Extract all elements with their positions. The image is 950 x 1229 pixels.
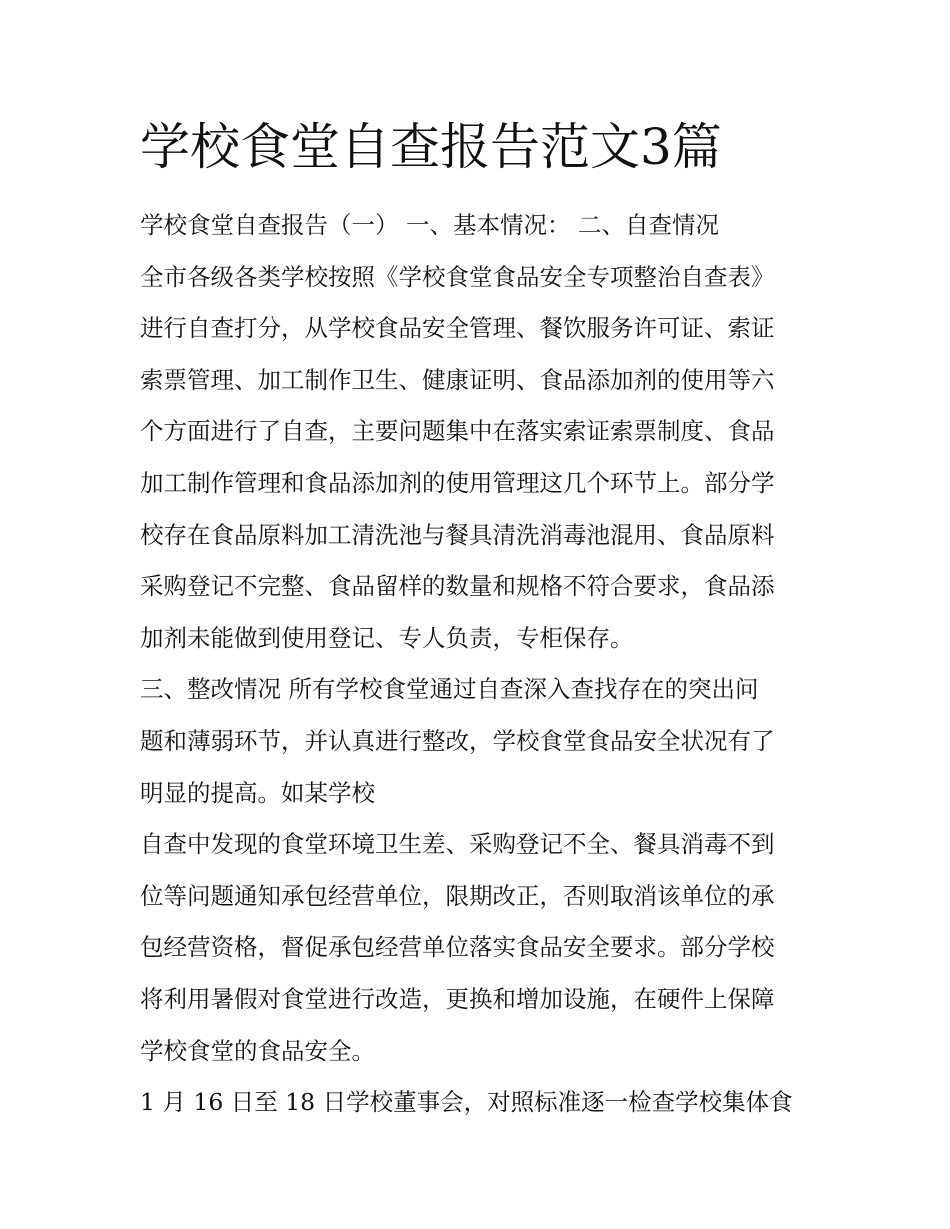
document-title: 学校食堂自查报告范文3篇 — [140, 118, 722, 176]
body-line: 将利用暑假对食堂进行改造，更换和增加设施，在硬件上保障 — [140, 984, 775, 1013]
document-body — [140, 200, 820, 1129]
body-line: 明显的提高。如某学校 — [140, 778, 375, 807]
body-line: 进行自查打分，从学校食品安全管理、餐饮服务许可证、索证 — [140, 314, 775, 343]
body-line: 位等问题通知承包经营单位，限期改正，否则取消该单位的承 — [140, 881, 775, 910]
body-line: 三、整改情况 所有学校食堂通过自查深入查找存在的突出问 — [140, 675, 759, 704]
body-line: 包经营资格，督促承包经营单位落实食品安全要求。部分学校 — [140, 933, 775, 962]
body-line: 题和薄弱环节，并认真进行整改，学校食堂食品安全状况有了 — [140, 726, 775, 755]
body-line: 学校食堂的食品安全。 — [140, 1036, 375, 1065]
body-line: 全市各级各类学校按照《学校食堂食品安全专项整治自查表》 — [140, 262, 775, 291]
body-line: 1 月 16 日至 18 日学校董事会，对照标准逐一检查学校集体食 — [140, 1088, 793, 1117]
body-line: 校存在食品原料加工清洗池与餐具清洗消毒池混用、食品原料 — [140, 520, 775, 549]
body-line: 采购登记不完整、食品留样的数量和规格不符合要求，食品添 — [140, 572, 775, 601]
body-line: 学校食堂自查报告（一） 一、基本情况： 二、自查情况 — [140, 211, 719, 239]
body-line: 自查中发现的食堂环境卫生差、采购登记不全、餐具消毒不到 — [140, 830, 775, 859]
body-line: 加工制作管理和食品添加剂的使用管理这几个环节上。部分学 — [140, 468, 775, 497]
body-line: 个方面进行了自查，主要问题集中在落实索证索票制度、食品 — [140, 417, 775, 446]
body-line: 索票管理、加工制作卫生、健康证明、食品添加剂的使用等六 — [140, 365, 775, 394]
body-line: 加剂未能做到使用登记、专人负责，专柜保存。 — [140, 623, 634, 652]
